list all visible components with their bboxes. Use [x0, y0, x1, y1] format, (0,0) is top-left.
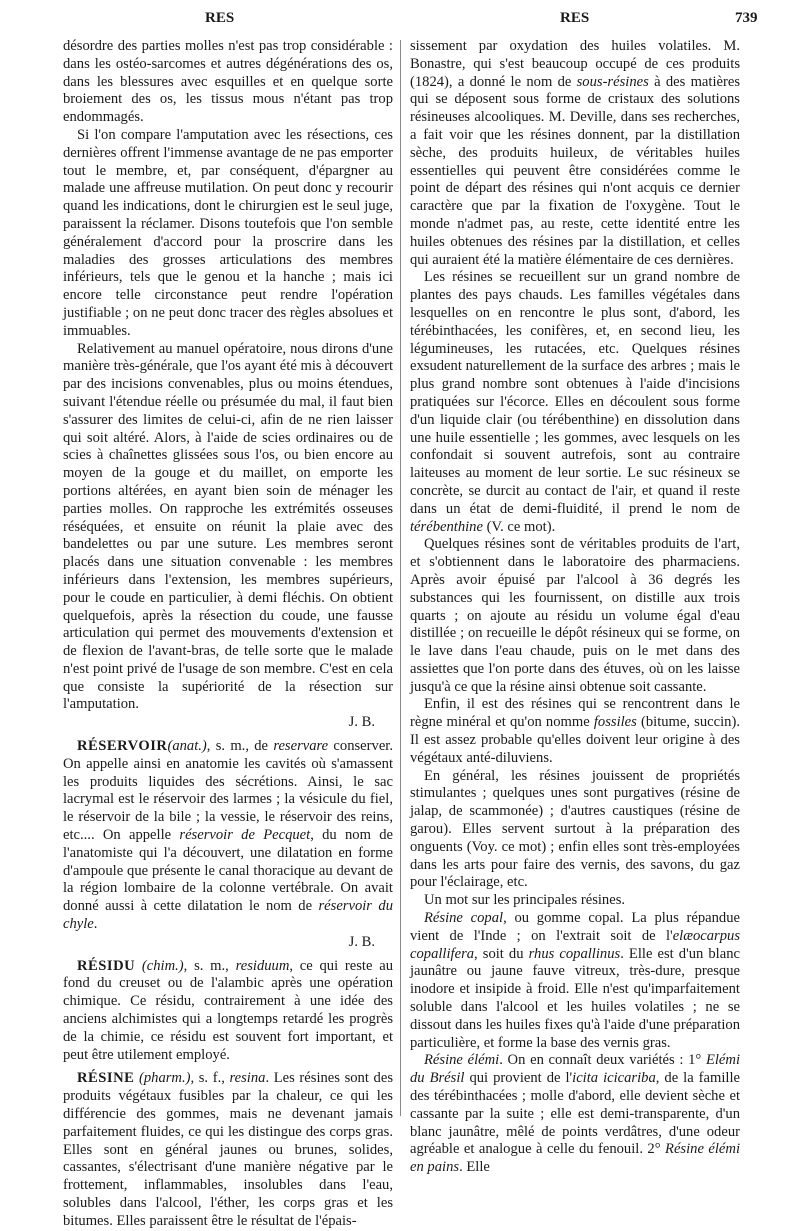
column-divider: [400, 40, 401, 1116]
body-text: . On en connaît deux variétés : 1°: [499, 1052, 706, 1069]
italic-term: réservoir de Pecquet: [179, 827, 311, 844]
body-text: (V. ce mot).: [482, 518, 556, 535]
italic-term: rhus copallinus: [528, 945, 621, 962]
definition-text: .: [93, 916, 98, 933]
definition-text: , ce qui reste au fond du creuset ou de l'alambic après une opération chimique. Ce résidu, contrairement à une idée des anciens alchimistes qui a longtemps retardé les progrès de la chimie, ce résidu est souvent fort important, et peut être utilement employé.: [63, 957, 393, 1063]
italic-term: sous-résines: [576, 73, 649, 90]
latin-etymon: resina: [229, 1070, 266, 1087]
body-text: (bitume, succin). Il est assez probable qu'elles doivent leur origine à des végétaux anté-diluviens.: [410, 714, 740, 766]
body-text: Les résines se recueillent sur un grand nombre de plantes des pays chauds. Les familles végétales dans lesquelles on en rencontre le plus sont, d'abord, les térébinthacées, les conifères, et, en second lieu, les légumineuses, les rutacées, etc. Quelques résines exsudent naturellement de la surface des arbres ; mais le plus grand nombre sont obtenues à l'aide d'incisions pratiquées sur l'écorce. Elles en découlent sous forme d'un liquide clair (ou térébenthine) en dissolution dans une huile essentielle ; les gommes, avec lesquels on les confondait si souvent autrefois, sont au contraire laiteuses au moment de leur sortie. Le suc résineux se concrète, se durcit au contact de l'air, et quand il reste dans un état de demi-fluidité, il prend le nom de: [410, 269, 740, 517]
body-text: sissement par oxydation des huiles volatiles. M. Bonastre, qui s'est beaucoup occupé de ces produits (1824), a donné le nom de: [410, 38, 740, 90]
paragraph-amputation-comparison: Si l'on compare l'amputation avec les résections, ces dernières offrent l'immense avantage de ne pas emporter tout le membre, et, par conséquent, d'épargner au malade une affreuse mutilation. On peut donc y recourir quand les indications, dont le chirurgien est le seul juge, paraissent la réclamer. Disons toutefois que l'on semble généralement d'accord pour la proscrire dans les maladies des grosses articulations des membres inférieurs, tels que le genou et la hanche ; mais ici encore telle circonstance peut rendre l'opération justifiable ; on ne peut donc tracer des règles absolues et immuables.: [63, 126, 393, 339]
paragraph-surgery-end: désordre des parties molles n'est pas trop considérable : dans les ostéo-sarcomes et autres dégénérations des os, dans les blessures avec esquilles et en quelque sorte broiement des os, les tissus mous n'étant pas trop endommagés.: [63, 38, 393, 126]
italic-term: fossiles: [593, 714, 637, 731]
latin-etymon: reservare: [273, 738, 329, 755]
paragraph-principal-resins: Un mot sur les principales résines.: [424, 892, 626, 909]
paragraph-copal: [410, 910, 740, 1052]
headword-reservoir: RÉSERVOIR: [77, 738, 168, 755]
definition-text: , du nom de l'anatomiste qui l'a découvert, une dilatation en forme d'ampoule que présente le canal thoracique au devant de la région lombaire de la colonne vertébrale. On avait donné aussi à cette dilatation le nom de: [63, 827, 393, 915]
author-signature: J. B.: [348, 933, 375, 950]
domain-tag: (anat.): [167, 738, 207, 755]
body-text: . Elle est d'un blanc jaunâtre ou jaune fauve vitreux, très-dure, presque inodore et insipide à froid. Elle n'est qu'imparfaitement soluble dans l'alcool et les huiles volatiles ; ne se dissout dans les huiles fixes qu'à l'aide d'une préparation particulière, et forme la base des vernis gras.: [410, 945, 740, 1051]
right-column: [410, 38, 741, 1176]
body-text: , ou gomme copal. La plus répandue vient de l'Inde ; on l'extrait soit de l': [410, 910, 740, 944]
domain-tag: (chim.): [141, 957, 184, 974]
italic-term: icita icicariba: [572, 1070, 656, 1087]
paragraph-elemi: [410, 1052, 740, 1177]
italic-term: Elémi du Brésil: [410, 1052, 740, 1087]
body-text: , soit du: [474, 945, 529, 962]
left-running-head: RES: [205, 10, 235, 26]
paragraph-laboratory: Quelques résines sont de véritables produits de l'art, et s'obtiennent dans le laboratoire des pharmaciens. Après avoir épuisé par l'alcool à 36 degrés les substances qui les fournissent, on distille aux trois quarts ; on ajoute au résidu un volume égal d'eau distillée ; on recueille le dépôt résineux qui se forme, on le lave dans l'eau chaude, puis on le met dans des assiettes que l'on porte dans des étuves, où on les laisse jusqu'à ce que la résine ainsi obtenue soit cassante.: [410, 536, 740, 695]
left-column: [63, 38, 393, 1229]
author-signature: J. B.: [348, 714, 375, 731]
definition-text: conserver. On appelle ainsi en anatomie les cavités où s'amassent les produits liquides des sécrétions. Ainsi, le sac lacrymal est le réservoir des larmes ; la vésicule du fiel, le réservoir de la bile ; la vessie, le réservoir des reins, etc.... On appelle: [63, 738, 393, 844]
body-text: . Elle: [459, 1159, 490, 1176]
entry-reservoir: [63, 738, 393, 934]
paragraph-properties: En général, les résines jouissent de propriétés stimulantes ; quelques unes sont purgatives (résine de jalap, de scammonée) ; d'autres caustiques (résine de garou). Elles servent surtout à la préparation des onguents (Voy. ce mot) ; enfin elles sont très-employées dans les arts pour faire des vernis, des savons, du gaz pour l'éclairage, etc.: [410, 767, 740, 891]
right-running-head: RES: [560, 10, 590, 26]
domain-tag: (pharm.): [138, 1070, 191, 1087]
grammar-note: , s. f.,: [190, 1070, 230, 1087]
paragraph-operative-manual: Relativement au manuel opératoire, nous dirons d'une manière très-générale, que l'os ayant été mis à découvert par des incisions convenables, plus ou moins étendues, suivant l'étendue réelle ou présumée du mal, il faut bien s'assurer des limites de celui-ci, afin de ne rien laisser qui soit altéré. Alors, à l'aide de scies ordinaires ou de scies à chaînettes glissées sous l'os, ou bien encore au moyen de la gouge et du maillet, on emporte les portions altérées, en ayant bien soin de ménager les parties molles. On rapproche les extrémités osseuses réséquées, et ensuite on réunit la plaie avec des bandelettes ou par une suture. Les membres seront placés dans une situation convenable : les membres inférieurs dans l'extension, les membres supérieurs, pour le coude en particulier, à demi fléchis. On obtient quelquefois, après la résection du coude, une fausse articulation qui permet des mouvements d'extension et de flexion de l'avant-bras, de telle sorte que le malade n'est point privé de l'usage de son membre. C'est en cela que consiste la supériorité de la résection sur l'amputation.: [63, 340, 393, 713]
entry-resine: [63, 1070, 393, 1230]
italic-term: Résine élémi: [424, 1052, 500, 1069]
italic-term: térébenthine: [410, 518, 483, 535]
headword-residu: RÉSIDU: [77, 957, 136, 974]
italic-term: réservoir du chyle: [63, 898, 393, 933]
body-text: à des matières qui se déposent sous forme de cristaux des solutions résineuses alcooliques. M. Deville, dans ses recherches, a fait voir que les résines donnent, par la distillation sèche, des produits huileux, de véritables huiles essentielles qui peuvent être considérées comme le point de départ des résines qui n'ont acquis ce dernier caractère que par la fixation de l'oxygène. Tout le monde n'admet pas, au reste, cette identité entre les huiles obtenues des résines par la distillation, et celles qui auraient été la matière élémentaire de ces dernières.: [410, 73, 740, 268]
page-number: 739: [735, 10, 758, 26]
paragraph-collection: [410, 269, 740, 536]
running-header: [0, 6, 800, 30]
body-text: , de la famille des térébinthacées ; molle d'abord, elle devient sèche et cassante par la suite ; elle est demi-transparente, d'un blanc jaunâtre, mêlé de points verdâtres, d'une odeur agréable et analogue à celle du fenouil. 2°: [410, 1070, 741, 1158]
body-text: qui provient de l': [464, 1070, 573, 1087]
entry-residu: [63, 958, 393, 1065]
headword-resine: RÉSINE: [77, 1070, 135, 1087]
italic-term: Résine copal: [424, 910, 504, 927]
definition-text: . Les résines sont des produits végétaux fusibles par la chaleur, ce qui les différencie des gommes, mais ne devenant jamais parfaitement fluides, ce qui les distingue des corps gras. Elles sont en général jaunes ou brunes, solides, cassantes, s'électrisant d'une manière négative par le frottement, inflammables, insolubles dans l'eau, solubles dans l'alcool, l'éther, les corps gras et les bitumes. Elles paraissent être le résultat de l'épais-: [63, 1070, 393, 1229]
grammar-note: , s. m.,: [183, 957, 236, 974]
body-text: Enfin, il est des résines qui se rencontrent dans le règne minéral et qu'on nomme: [410, 696, 740, 731]
grammar-note: , s. m., de: [206, 738, 274, 755]
latin-etymon: residuum: [235, 957, 290, 974]
italic-term: Résine élémi en pains: [410, 1141, 740, 1176]
italic-term: elæocarpus copallifera: [410, 927, 740, 962]
paragraph-oxidation: [410, 38, 740, 269]
paragraph-fossil: [410, 696, 740, 767]
